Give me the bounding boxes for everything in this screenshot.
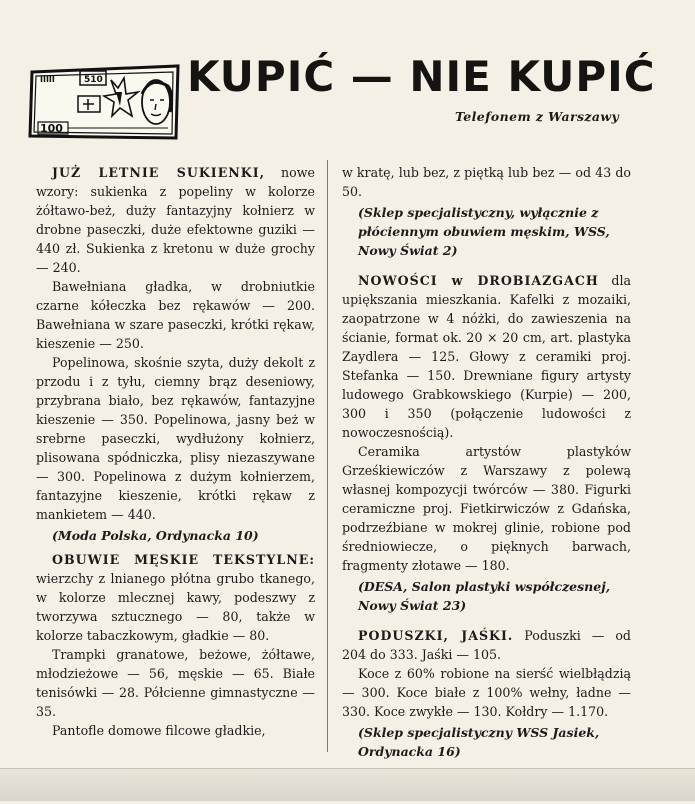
mens-shoes-paragraph [36,550,315,645]
moda-polska-source: (Moda Polska, Ordynacka 10) [52,528,259,543]
novelties-heading: NOWOŚCI w DROBIAZGACH [358,273,599,288]
blankets-paragraph: Koce z 60% robione na sierść wielbłądzią — 300. Koce białe z 100% wełny, ładne — 330. Koce zwykłe — 130. Kołdry — 1.170. [342,666,631,719]
column-divider [327,160,328,752]
pillows-heading: PODUSZKI, JAŚKI. [358,628,514,643]
mens-shoes-heading: OBUWIE MĘSKIE TEKSTYLNE: [52,552,315,567]
page-subtitle: Telefonem z Warszawy [455,109,620,124]
cotton-dresses-paragraph: Bawełniana gładka, w drobniutkie czarne kółeczka bez rękawów — 200. Bawełniana w szare paseczki, krótki rękaw, kieszenie — 250. [36,279,315,351]
wss-shoes-source: (Sklep specjalistyczny, wyłącznie z płóciennym obuwiem męskim, WSS, Nowy Świat 2) [358,205,610,258]
novelties-paragraph [342,271,631,442]
banknote-logo-icon [28,64,180,140]
left-column [36,163,315,740]
summer-dresses-heading: JUŻ LETNIE SUKIENKI, [52,165,266,180]
ceramics-paragraph: Ceramika artystów plastyków Grześkiewiczów z Warszawy z polewą własnej kompozycji twórców — 380. Figurki ceramiczne proj. Fietkirwiczów z Gdańska, podrzeźbiane w mokrej glinie, robione pod średniowiecze, o pięknych barwach, fragmenty złotawe — 180. [342,444,631,573]
slippers-paragraph: Pantofle domowe filcowe gładkie, [52,723,266,738]
logo-small-value: 510 [84,75,103,85]
summer-dresses-text: nowe wzory: sukienka z popeliny w kolorze żółtawo-beż, duży fantazyjny kołnierz w drobne paseczki, duże efektowne guziki — 440 zł. Sukienka z kretonu w duże grochy — 240. [36,165,315,275]
jasiek-source: (Sklep specjalistyczny WSS Jasiek, Ordynacka 16) [358,725,600,759]
logo-top-left-text: IIIII [40,75,55,84]
pillows-text: Poduszki — od 204 do 333. Jaśki — 105. [342,628,631,662]
summer-dresses-paragraph [36,163,315,277]
slippers-continued-paragraph: w kratę, lub bez, z piętką lub bez — od 43 do 50. [342,165,631,199]
poplin-dresses-paragraph: Popelinowa, skośnie szyta, duży dekolt z przodu i z tyłu, ciemny brąz deseniowy, przybrana biało, bez rękawów, fantazyjne kieszenie — 350. Popelinowa, jasny beż w srebrne paseczki, wydłużony kołnierz, plisowana spódniczka, plisy niezaszywane — 300. Popelinowa z dużym kołnierzem, fantazyjne kieszenie, krótki rękaw z mankietem — 440. [36,355,315,522]
novelties-text: dla upiększania mieszkania. Kafelki z mozaiki, zaopatrzone w 4 nóżki, do zawieszenia na ścianie, format ok. 20 × 20 cm, art. plastyka Zaydlera — 125. Głowy z ceramiki proj. Stefanka — 150. Drewniane figury artysty ludowego Grabkowskiego (Kurpie) — 200, 300 i 350 (połączenie ludowości z nowoczesnością). [342,273,631,440]
page-bottom-band [0,768,695,801]
desa-source: (DESA, Salon plastyki współczesnej, Nowy Świat 23) [358,579,611,613]
sneakers-paragraph: Trampki granatowe, beżowe, żółtawe, młodzieżowe — 56, męskie — 65. Białe tenisówki — 28. Półcienne gimnastyczne — 35. [36,647,315,719]
page-title: KUPIĆ — NIE KUPIĆ [187,52,656,101]
pillows-paragraph [342,626,631,664]
logo-big-value: 100 [40,122,63,135]
mens-shoes-text: wierzchy z lnianego płótna grubo tkanego, w kolorze mlecznej kawy, podeszwy z tworzywa sztucznego — 80, także w kolorze tabaczkowym, gładkie — 80. [36,571,315,643]
right-column [342,163,631,804]
